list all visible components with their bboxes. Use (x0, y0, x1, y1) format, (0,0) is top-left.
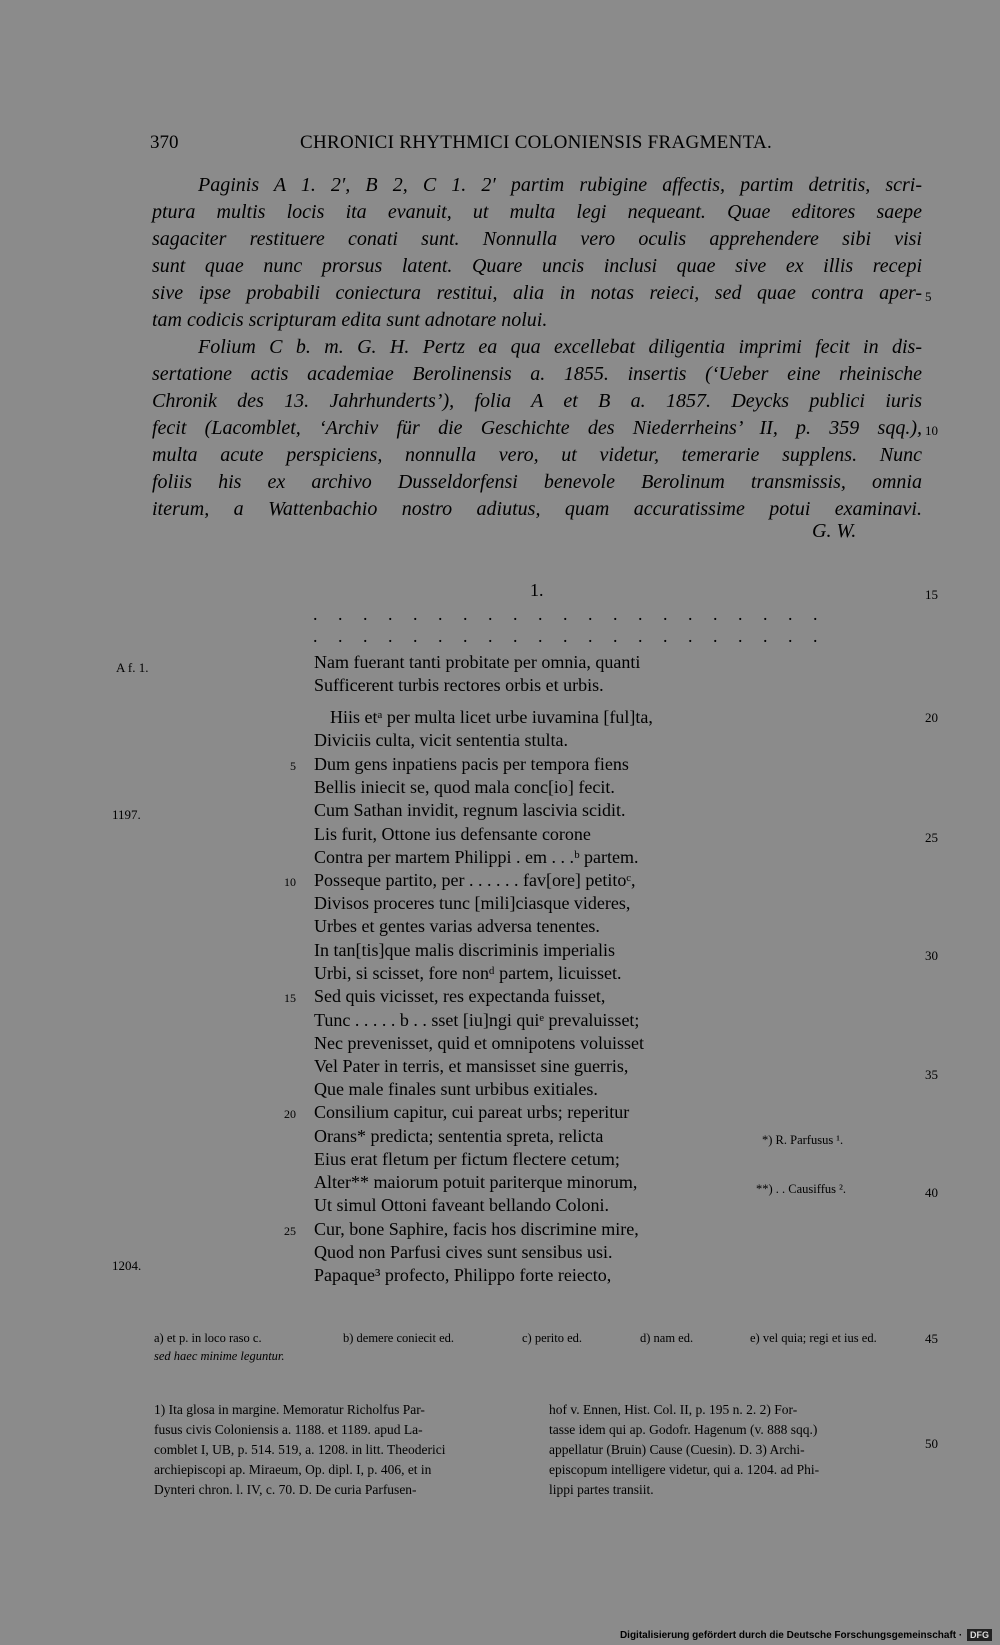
apparatus-note-a-cont: sed haec minime leguntur. (154, 1349, 285, 1363)
year-marker: 1197. (112, 807, 141, 822)
credit-text: Digitalisierung gefördert durch die Deutsche Forschungsgemeinschaft · (619, 1630, 963, 1641)
lacuna-dots: . . . . . . . . . . . . . . . . . . . . . (313, 604, 826, 624)
verse-line: Diviciis culta, vicit sententia stulta. (314, 730, 568, 750)
verse-line: Nam fuerant tanti probitate per omnia, quanti (314, 652, 641, 672)
footnote-line: lippi partes transiit. (549, 1482, 654, 1497)
margin-line-number: 30 (925, 948, 938, 963)
verse-line: Quod non Parfusi cives sunt sensibus usi. (314, 1242, 613, 1262)
verse-number: 20 (284, 1107, 296, 1121)
apparatus-note-e: e) vel quia; regi et ius ed. (750, 1331, 877, 1345)
footnote-line: hof v. Ennen, Hist. Col. II, p. 195 n. 2. 2) For- (549, 1402, 798, 1417)
intro-line: fecit (Lacomblet, ‘Archiv für die Geschichte des Niederrheins’ II, p. 359 sqq.), (152, 417, 922, 439)
intro-line: ptura multis locis ita evanuit, ut multa legi nequeant. Quae editores saepe (152, 201, 922, 223)
footnote-line: Dynteri chron. l. IV, c. 70. D. De curia Parfusen- (154, 1482, 417, 1497)
footnote-line: 1) Ita glosa in margine. Memoratur Richolfus Par- (154, 1402, 425, 1417)
verse-line: In tan[tis]que malis discriminis imperialis (314, 940, 615, 960)
margin-line-number: 35 (925, 1067, 938, 1082)
margin-line-number: 40 (925, 1185, 938, 1200)
verse-line: Posseque partito, per . . . . . . fav[ore] petitoᶜ, (314, 870, 636, 890)
verse-line: Ut simul Ottoni faveant bellando Coloni. (314, 1195, 609, 1215)
footnote-line: comblet I, UB, p. 514. 519, a. 1208. in litt. Theoderici (154, 1442, 446, 1457)
margin-line-number: 25 (925, 830, 938, 845)
intro-line: sunt quae nunc prorsus latent. Quare uncis inclusi quae sive ex illis recepi (152, 255, 922, 277)
verse-line: Consilium capitur, cui pareat urbs; reperitur (314, 1102, 630, 1122)
verse-line: Lis furit, Ottone ius defensante corone (314, 824, 591, 844)
footnotes-left-column (154, 1400, 445, 1500)
footnote-line: fusus civis Coloniensis a. 1188. et 1189. apud La- (154, 1422, 423, 1437)
intro-line: iterum, a Wattenbachio nostro adiutus, quam accuratissime potui examinavi. (152, 498, 922, 520)
verse-line: Cur, bone Saphire, facis hos discrimine mire, (314, 1219, 639, 1239)
digitization-credit (620, 1629, 992, 1641)
dfg-logo: DFG (967, 1629, 992, 1641)
intro-line: Folium C b. m. G. H. Pertz ea qua excellebat diligentia imprimi fecit in dis- (198, 336, 922, 358)
running-title: CHRONICI RHYTHMICI COLONIENSIS FRAGMENTA. (300, 132, 773, 153)
gloss: **) . . Causiffus ². (756, 1182, 846, 1196)
intro-line: multa acute perspiciens, nonnulla vero, ut videtur, temerarie supplens. Nunc (152, 444, 922, 466)
apparatus-note-d: d) nam ed. (640, 1331, 694, 1345)
verse-line: Urbes et gentes varias adversa tenentes. (314, 916, 600, 936)
margin-line-number: 20 (925, 710, 938, 725)
verse-number: 10 (284, 875, 296, 889)
intro-line: sive ipse probabili coniectura restitui, alia in notas reieci, sed quae contra aper- (152, 282, 922, 304)
verse-line: Contra per martem Philippi . em . . .ᵇ partem. (314, 847, 639, 867)
intro-line: tam codicis scripturam edita sunt adnotare nolui. (152, 309, 548, 331)
footnote-line: appellatur (Bruin) Cause (Cuesin). D. 3) Archi- (549, 1442, 805, 1457)
intro-line: Paginis A 1. 2′, B 2, C 1. 2′ partim rubigine affectis, partim detritis, scri- (198, 174, 922, 196)
apparatus-note-a: a) et p. in loco raso c. (154, 1331, 262, 1345)
margin-line-number: 50 (925, 1436, 938, 1451)
gloss: *) R. Parfusus ¹. (762, 1133, 844, 1147)
verse-line: Papaque³ profecto, Philippo forte reiecto, (314, 1265, 612, 1285)
section-number: 1. (530, 580, 544, 600)
verse-number: 25 (284, 1224, 296, 1238)
apparatus-note-b: b) demere coniecit ed. (343, 1331, 455, 1345)
lacuna-dots: . . . . . . . . . . . . . . . . . . . . . (313, 626, 826, 646)
verse-number: 15 (284, 991, 296, 1005)
verse-line: Dum gens inpatiens pacis per tempora fiens (314, 754, 629, 774)
verse-line: Sufficerent turbis rectores orbis et urbis. (314, 675, 604, 695)
footnotes-right-column (549, 1400, 819, 1500)
apparatus-note-c: c) perito ed. (522, 1331, 583, 1345)
verse-line: Tunc . . . . . b . . sset [iu]ngi quiᵉ prevaluisset; (314, 1010, 640, 1030)
verse-line: Alter** maiorum potuit pariterque minorum, (314, 1172, 638, 1192)
page-number: 370 (150, 132, 179, 153)
margin-line-number: 5 (925, 289, 932, 304)
verse-line: Cum Sathan invidit, regnum lascivia scidit. (314, 800, 626, 820)
verse-line: Orans* predicta; sententia spreta, relicta (314, 1126, 604, 1146)
intro-paragraph (152, 172, 922, 523)
verse-line: Divisos proceres tunc [mili]ciasque videres, (314, 893, 631, 913)
footnote-line: episcopum intelligere videtur, qui a. 1204. ad Phi- (549, 1462, 820, 1477)
verse-number: 5 (290, 759, 296, 773)
verse-line: Vel Pater in terris, et mansisset sine guerris, (314, 1056, 629, 1076)
signature: G. W. (812, 520, 857, 542)
footnote-line: archiepiscopi ap. Miraeum, Op. dipl. I, p. 406, et in (154, 1462, 432, 1477)
verse-line: Hiis etᵃ per multa licet urbe iuvamina [ful]ta, (330, 707, 653, 727)
verse-line: Bellis iniecit se, quod mala conc[io] fecit. (314, 777, 615, 797)
folio-marker: A f. 1. (116, 660, 149, 675)
verse-line: Sed quis vicisset, res expectanda fuisset, (314, 986, 606, 1006)
verse-line: Urbi, si scisset, fore nonᵈ partem, licuisset. (314, 963, 622, 983)
intro-line: Chronik des 13. Jahrhunderts’), folia A et B a. 1857. Deycks publici iuris (152, 390, 922, 412)
verse-line: Nec prevenisset, quid et omnipotens voluisset (314, 1033, 644, 1053)
verse-line: Eius erat fletum per fictum flectere cetum; (314, 1149, 620, 1169)
footnote-line: tasse idem qui ap. Godofr. Hagenum (v. 888 sqq.) (549, 1422, 818, 1437)
intro-line: sertatione actis academiae Berolinensis a. 1855. insertis (‘Ueber eine rheinische (152, 363, 922, 385)
year-marker: 1204. (112, 1258, 142, 1273)
margin-line-number: 15 (925, 587, 938, 602)
margin-line-number: 10 (925, 423, 938, 438)
verse-line: Que male finales sunt urbibus exitiales. (314, 1079, 598, 1099)
intro-line: foliis his ex archivo Dusseldorfensi benevole Berolinum transmissis, omnia (152, 471, 922, 493)
intro-line: sagaciter restituere conati sunt. Nonnulla vero oculis apprehendere sibi visi (152, 228, 922, 250)
margin-line-number: 45 (925, 1331, 938, 1346)
